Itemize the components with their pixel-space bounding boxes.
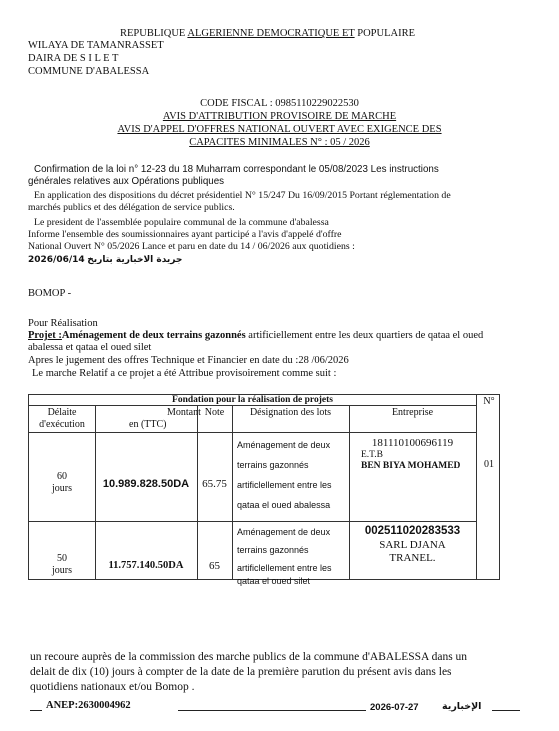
row1-lot-2: terrains gazonnés	[237, 460, 309, 470]
row2-entreprise-type: SARL DJANA	[379, 539, 446, 551]
footer-rule	[178, 710, 366, 711]
row1-lot-4: qataa el oued abalessa	[237, 500, 331, 510]
relatif-line: Le marche Relatif a ce projet a été Attribue provisoirement comme suit :	[32, 368, 337, 379]
header-commune: COMMUNE D'ABALESSA	[28, 66, 150, 77]
row1-entreprise-type: E.T.B	[361, 450, 383, 460]
row2-note: 65	[209, 560, 220, 572]
projet-bold: Aménagement de deux terrains gazonnés	[61, 330, 246, 341]
closing-line-2: delait de dix (10) jours à compter de la date de la première parution du présent avis dans les	[30, 666, 452, 678]
code-fiscal: CODE FISCAL : 0985110229022530	[200, 98, 359, 109]
header-note: Note	[204, 407, 225, 418]
footer-journal: الإخبارية	[442, 701, 482, 712]
populaire-word: POPULAIRE	[357, 28, 415, 39]
footer-anep: ANEP:2630004962	[46, 700, 131, 711]
pour-realisation: Pour Réalisation	[28, 318, 98, 329]
row2-lot-4: qataa el oued silet	[237, 576, 311, 586]
row2-lot-2: terrains gazonnés	[237, 545, 309, 555]
row2-montant: 11.757.140.50DA	[108, 560, 184, 571]
header-montant-2: en (TTC)	[129, 419, 167, 430]
projet-label: Projet :	[28, 330, 62, 341]
table-rule	[29, 405, 476, 406]
row2-lot-1: Aménagement de deux	[237, 527, 331, 537]
para-decret-1: En application des dispositions du décret présidentiel N° 15/247 Du 16/09/2015 Portant réglementation de	[34, 190, 451, 201]
title-capacites: CAPACITES MINIMALES N° : 05 / 2026	[189, 137, 370, 148]
header-wilaya: WILAYA DE TAMANRASSET	[28, 40, 164, 51]
para-decret-2: marchés publics et des délégation de service publics.	[28, 202, 235, 213]
row1-entreprise-name: BEN BIYA MOHAMED	[361, 461, 461, 471]
table-rule	[197, 405, 198, 580]
attribution-table	[28, 394, 500, 586]
closing-line-1: un recoure auprès de la commission des marche publics de la commune d'ABALESSA dans un	[30, 651, 468, 663]
header-delai-2: d'exécution	[39, 419, 85, 430]
footer	[30, 698, 520, 718]
table-rule	[95, 405, 96, 580]
para-national: National Ouvert N° 05/2026 Lance et paru en date du 14 / 06/2026 aux quotidiens :	[28, 241, 355, 252]
projet-line-2: abalessa et qataa el oued silet	[28, 342, 152, 353]
para-informe: Informe l'ensemble des soumissionnaires ayant participé a l'avis d'appelé d'offre	[28, 229, 342, 240]
row2-lot-3: artificlellement entre les	[237, 563, 332, 573]
table-rule	[476, 395, 477, 580]
row1-entreprise-id: 181110100696119	[371, 437, 454, 449]
row1-lot-3: artificlellement entre les	[237, 480, 332, 490]
header-montant: Montant	[167, 407, 201, 418]
header-republique	[120, 28, 415, 40]
para-confirmation-1: Confirmation de la loi n° 12-23 du 18 Muharram correspondant le 05/08/2023 Les instructions	[34, 164, 439, 175]
title-appel-offres: AVIS D'APPEL D'OFFRES NATIONAL OUVERT AVEC EXIGENCE DES	[117, 124, 442, 135]
footer-rule	[492, 710, 520, 711]
footer-date: 2026-07-27	[370, 702, 419, 713]
table-group-header: Fondation pour la réalisation de projets	[172, 395, 333, 405]
projet-rest: artificiellement entre les deux quartiers de qataa el oued	[245, 330, 484, 341]
para-confirmation-2: générales relatives aux Opérations publiques	[28, 176, 225, 187]
arabic-date: 2026/06/14	[28, 255, 85, 265]
footer-rule	[30, 710, 42, 711]
row1-montant: 10.989.828.50DA	[102, 478, 190, 490]
row2-delai-unit: jours	[52, 565, 72, 576]
row1-lot-1: Aménagement de deux	[237, 440, 331, 450]
header-delai: Délaite	[47, 407, 77, 418]
header-daira: DAIRA DE S I L E T	[28, 53, 119, 64]
row2-entreprise-id: 002511020283533	[364, 525, 461, 537]
arabic-journal-text: جريدة الاخبارية بتاريخ	[87, 255, 183, 265]
header-entreprise: Entreprise	[391, 407, 434, 418]
table-rule	[232, 405, 233, 580]
closing-line-3: quotidiens nationaux et/ou Bomop .	[30, 681, 195, 693]
bomop-line: BOMOP -	[28, 288, 72, 299]
row1-num: 01	[484, 459, 494, 470]
para-president: Le president de l'assemblée populaire communal de la commune d'abalessa	[34, 217, 329, 228]
republique-word: REPUBLIQUE	[120, 28, 186, 39]
republique-rest: ALGERIENNE DEMOCRATIQUE ET	[187, 28, 355, 39]
row1-delai: 60	[57, 471, 67, 482]
arabic-journal-line	[28, 254, 182, 266]
projet-line	[28, 330, 483, 342]
row1-note: 65.75	[202, 478, 227, 490]
row1-delai-unit: jours	[52, 483, 72, 494]
row2-delai: 50	[57, 553, 67, 564]
jugement-line: Apres le jugement des offres Technique et Financier en date du :28 /06/2026	[28, 355, 349, 366]
header-num: N°	[483, 396, 495, 407]
row2-entreprise-name: TRANEL.	[389, 552, 436, 564]
table-rule	[29, 432, 476, 433]
header-designation: Désignation des lots	[249, 407, 332, 418]
title-avis-attribution: AVIS D'ATTRIBUTION PROVISOIRE DE MARCHE	[162, 111, 397, 122]
